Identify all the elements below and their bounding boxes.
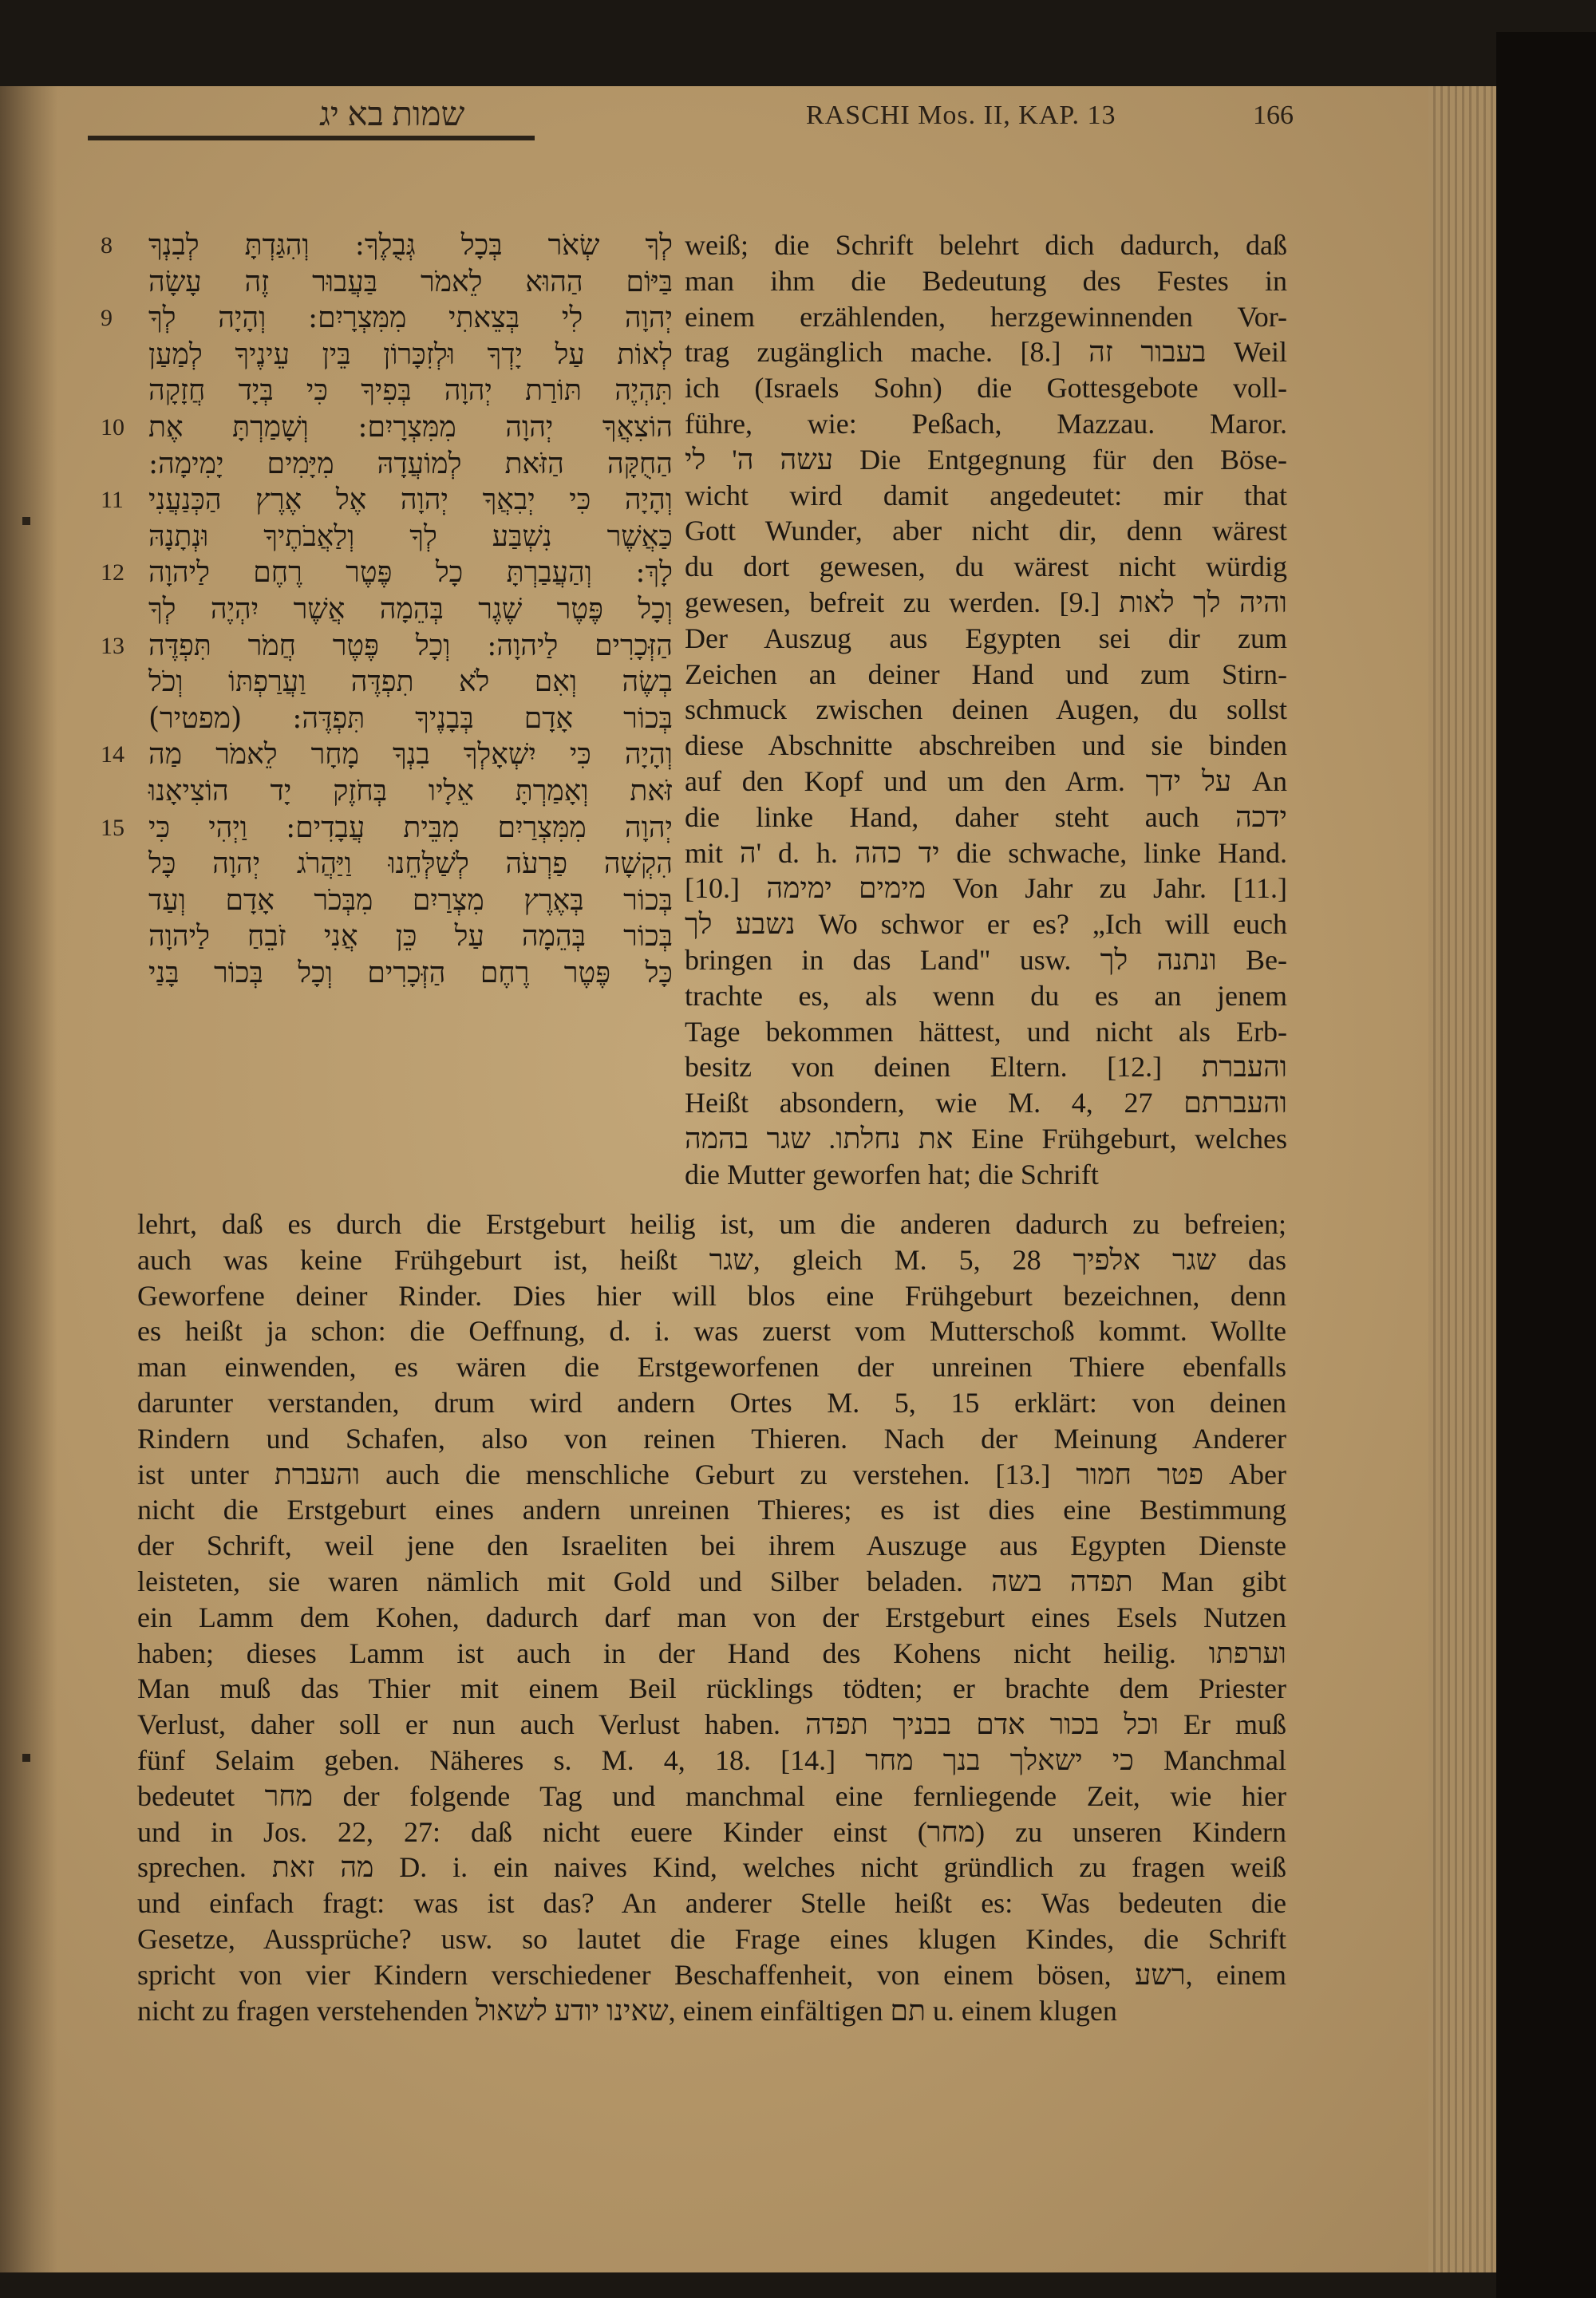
commentary-line: einem erzählenden, herzgewinnenden Vor- [685, 300, 1287, 333]
commentary-line: את נחלתו. שגר בהמה Eine Frühgeburt, welches [685, 1122, 1287, 1155]
commentary-line: auch was keine Frühgeburt ist, heißt שגר, gleich M. 5, 28 שגר אלפיך das [137, 1243, 1286, 1276]
book-cover-edge [1496, 32, 1596, 2298]
commentary-line: darunter verstanden, drum wird andern Ortes M. 5, 15 erklärt: von deinen [137, 1386, 1286, 1419]
commentary-line: Man muß das Thier mit einem Beil rücklings tödten; er brachte dem Priester [137, 1672, 1286, 1705]
hebrew-line-text: וְהָיָה כִּי יְבִאֲךָ יְהוָה אֶל אֶרֶץ הַכְּנַעֲנִי [148, 484, 673, 517]
commentary-line: fünf Selaim geben. Näheres s. M. 4, 18. [14.] כי ישאלך בנך מחר Manchmal [137, 1743, 1286, 1776]
commentary-line: mit ה' d. h. יד כהה die schwache, linke Hand. [685, 836, 1287, 869]
top-rule [88, 136, 535, 140]
hebrew-verse-line [102, 373, 673, 409]
verse-number: 12 [101, 559, 124, 586]
commentary-line: schmuck zwischen deinen Augen, du sollst [685, 693, 1287, 726]
commentary-line: Tage bekommen hättest, und nicht als Erb- [685, 1015, 1287, 1048]
commentary-line: Gesetze, Aussprüche? usw. so lautet die Frage eines klugen Kindes, die Schrift [137, 1922, 1286, 1955]
commentary-line: führe, wie: Peßach, Mazzau. Maror. [685, 407, 1287, 440]
verse-number: 14 [101, 741, 124, 768]
page-gutter [0, 86, 57, 2272]
commentary-line: weiß; die Schrift belehrt dich dadurch, daß [685, 229, 1287, 261]
commentary-line: die Mutter geworfen hat; die Schrift [685, 1158, 1099, 1190]
hebrew-line-text: הוֹצִאֲךָ יְהוָה מִמִּצְרָיִם: וְשָׁמַרְתָּ אֶת [148, 410, 673, 444]
commentary-line: Rindern und Schafen, also von reinen Thieren. Nach der Meinung Anderer [137, 1422, 1286, 1455]
commentary-line: spricht von vier Kindern verschiedener Beschaffenheit, von einem bösen, רשע, einem [137, 1958, 1286, 1991]
hebrew-line-text: בְּכוֹר בְּאֶרֶץ מִצְרַיִם מִבְּכֹר אָדָם וְעַד [148, 883, 673, 917]
commentary-line: und in Jos. 22, 27: daß nicht euere Kinder einst (מחר) zu unseren Kindern [137, 1815, 1286, 1848]
hebrew-line-text: תִּהְיֶה תּוֹרַת יְהוָה בְּפִיךָ כִּי בְּיָד חֲזָקָה [148, 374, 673, 408]
hebrew-line-text: וְכָל פֶּטֶר שֶׁגֶר בְּהֵמָה אֲשֶׁר יִהְיֶה לְךָ [148, 592, 673, 626]
hebrew-verse-line [102, 227, 673, 264]
commentary-line: sprechen. מה זאת D. i. ein naives Kind, welches nicht gründlich zu fragen weiß [137, 1851, 1286, 1884]
commentary-line: haben; dieses Lamm ist auch in der Hand des Kohens nicht heilig. וערפתו [137, 1637, 1286, 1669]
hebrew-line-text: זֹּאת וְאָמַרְתָּ אֵלָיו בְּחֹזֶק יָד הוֹצִיאָנוּ [148, 774, 673, 807]
hebrew-verse-line [102, 446, 673, 483]
commentary-full-width [137, 1206, 1286, 2028]
hebrew-line-text: כַּאֲשֶׁר נִשְׁבַּע לְךָ וְלַאֲבֹתֶיךָ וּנְתָנָהּ [148, 519, 673, 553]
hebrew-verse-line [102, 482, 673, 519]
commentary-line: Zeichen an deiner Hand und zum Stirn- [685, 657, 1287, 690]
hebrew-line-text: בְּכוֹר בְּהֵמָה עַל כֵּן אֲנִי זֹבֵחַ לַיהוָה [148, 920, 673, 954]
commentary-line: bedeutet מחר der folgende Tag und manchmal eine fernliegende Zeit, wie hier [137, 1779, 1286, 1812]
commentary-line: ein Lamm dem Kohen, dadurch darf man von der Erstgeburt eines Esels Nutzen [137, 1601, 1286, 1633]
hebrew-verse-line [102, 810, 673, 847]
hebrew-verse-line [102, 628, 673, 665]
commentary-line: leisteten, sie waren nämlich mit Gold und Silber beladen. תפדה בשה Man gibt [137, 1565, 1286, 1597]
commentary-line: nicht zu fragen verstehenden שאינו יודע לשאול, einem einfältigen תם u. einem klugen [137, 1994, 1117, 2027]
hebrew-verse-line [102, 409, 673, 446]
commentary-line: עשה ה' לי Die Entgegnung für den Böse- [685, 443, 1287, 476]
hebrew-line-text: בְשֶׂה וְאִם לֹא תִפְדֶּה וַעֲרַפְתּוֹ וְכֹל [148, 665, 673, 699]
verse-number: 8 [101, 232, 113, 259]
hebrew-text-column [102, 227, 673, 991]
page-number: 166 [1253, 101, 1294, 130]
verse-number: 10 [101, 413, 124, 440]
hebrew-verse-line [102, 955, 673, 992]
commentary-line: Verlust, daher soll er nun auch Verlust haben. וכל בכור אדם בבניך תפדה Er muß [137, 1708, 1286, 1741]
commentary-line: Heißt absondern, wie M. 4, 27 והעברתם [685, 1087, 1287, 1119]
commentary-line: besitz von deinen Eltern. [12.] והעברת [685, 1051, 1287, 1084]
hebrew-verse-line [102, 555, 673, 591]
commentary-line: wicht wird damit angedeutet: mir that [685, 479, 1287, 511]
hebrew-verse-line [102, 519, 673, 555]
hebrew-verse-line [102, 846, 673, 882]
hebrew-line-text: לָךְ: וְהַעֲבַרְתָּ כָל פֶּטֶר רֶחֶם לַיהוָה [148, 556, 673, 590]
hebrew-line-text: הִקְשָׁה פַרְעֹה לְשַׁלְּחֵנוּ וַיַּהֲרֹג יְהוָה כָּל [148, 847, 673, 881]
hebrew-line-text: לְאוֹת עַל יָדְךָ וּלְזִכָּרוֹן בֵּין עֵינֶיךָ לְמַעַן [148, 338, 673, 371]
commentary-line: du dort gewesen, du wärest nicht würdig [685, 551, 1287, 583]
page-edges [1428, 86, 1496, 2272]
hebrew-line-text: הַזְּכָרִים לַיהוָה: וְכָל פֶּטֶר חֲמֹר תִּפְדֶּה [148, 629, 673, 662]
hebrew-line-text: בַּיּוֹם הַהוּא לֵאמֹר בַּעֲבוּר זֶה עָשָׂה [148, 265, 673, 298]
hebrew-verse-line [102, 664, 673, 701]
commentary-line: Geworfene deiner Rinder. Dies hier will blos eine Frühgeburt bezeichnen, denn [137, 1279, 1286, 1312]
hebrew-title: שמות בא יג [319, 97, 465, 133]
hebrew-line-text: כָּל פֶּטֶר רֶחֶם הַזְּכָרִים וְכָל בְּכוֹר בָּנַי [148, 956, 673, 989]
hebrew-verse-line [102, 591, 673, 628]
verse-number: 9 [101, 305, 113, 332]
running-title: RASCHI Mos. II, KAP. 13 [806, 101, 1116, 130]
binding-mark [22, 1754, 30, 1762]
commentary-line: trachte es, als wenn du es an jenem [685, 979, 1287, 1012]
hebrew-verse-line [102, 701, 673, 737]
binding-mark [22, 517, 30, 525]
hebrew-verse-line [102, 736, 673, 773]
hebrew-verse-line [102, 337, 673, 373]
commentary-line: Gott Wunder, aber nicht dir, denn wärest [685, 515, 1287, 547]
hebrew-verse-line [102, 882, 673, 919]
commentary-line: gewesen, befreit zu werden. [9.] והיה לך לאות [685, 586, 1287, 618]
hebrew-verse-line [102, 264, 673, 301]
hebrew-verse-line [102, 918, 673, 955]
commentary-line: ist unter והעברת auch die menschliche Geburt zu verstehen. [13.] פטר חמור Aber [137, 1458, 1287, 1491]
commentary-line: diese Abschnitte abschreiben und sie binden [685, 729, 1287, 762]
commentary-line: trag zugänglich mache. [8.] בעבור זה Weil [685, 336, 1287, 369]
running-header [0, 96, 1404, 136]
commentary-line: [10.] מימים ימימה Von Jahr zu Jahr. [11.] [685, 872, 1287, 905]
commentary-line: man ihm die Bedeutung des Festes in [685, 264, 1287, 297]
commentary-line: bringen in das Land" usw. ונתנה לך Be- [685, 943, 1288, 976]
commentary-right-column [685, 227, 1287, 1193]
hebrew-line-text: יְהוָה לִי בְּצֵאתִי מִמִּצְרָיִם: וְהָיָה לְךָ [148, 302, 673, 335]
hebrew-line-text: הַחֻקָּה הַזֹּאת לְמוֹעֲדָהּ מִיָּמִים יָמִימָה: [148, 447, 673, 480]
commentary-line: man einwenden, es wären die Erstgeworfenen der unreinen Thiere ebenfalls [137, 1351, 1286, 1384]
commentary-line: נשבע לך Wo schwor er es? „Ich will euch [685, 908, 1287, 941]
commentary-line: nicht die Erstgeburt eines andern unreinen Thieres; es ist dies eine Bestimmung [137, 1494, 1286, 1526]
commentary-line: auf den Kopf und um den Arm. על ידך An [685, 764, 1287, 797]
commentary-line: Der Auszug aus Egypten sei dir zum [685, 622, 1287, 654]
hebrew-line-text: וְהָיָה כִּי יִשְׁאָלְךָ בִנְךָ מָחָר לֵאמֹר מַה [148, 738, 673, 772]
verse-number: 11 [101, 487, 124, 514]
commentary-line: der Schrift, weil jene den Israeliten bei ihrem Auszuge aus Egypten Dienste [137, 1530, 1286, 1562]
hebrew-line-text: לְךָ שְׂאֹר בְּכָל גְּבֻלֶךָ: וְהִגַּדְתָּ לְבִנְךָ [148, 229, 673, 262]
commentary-line: und einfach fragt: was ist das? An anderer Stelle heißt es: Was bedeuten die [137, 1887, 1286, 1920]
verse-number: 13 [101, 632, 124, 659]
commentary-line: ich (Israels Sohn) die Gottesgebote voll- [685, 372, 1287, 405]
commentary-line: lehrt, daß es durch die Erstgeburt heilig ist, um die anderen dadurch zu befreien; [137, 1208, 1286, 1240]
hebrew-verse-line [102, 300, 673, 337]
hebrew-verse-line [102, 773, 673, 810]
verse-number: 15 [101, 814, 124, 841]
hebrew-line-text: יְהוָה מִמִּצְרַיִם מִבֵּית עֲבָדִים: וַיְהִי כִּי [148, 811, 673, 844]
commentary-line: die linke Hand, daher steht auch ידכה [685, 800, 1287, 833]
hebrew-line-text: בְּכוֹר אָדָם בְּבָנֶיךָ תִּפְדֶּה: (מפטיר) [148, 701, 673, 735]
commentary-line: es heißt ja schon: die Oeffnung, d. i. was zuerst vom Mutterschoß kommt. Wollte [137, 1315, 1286, 1348]
